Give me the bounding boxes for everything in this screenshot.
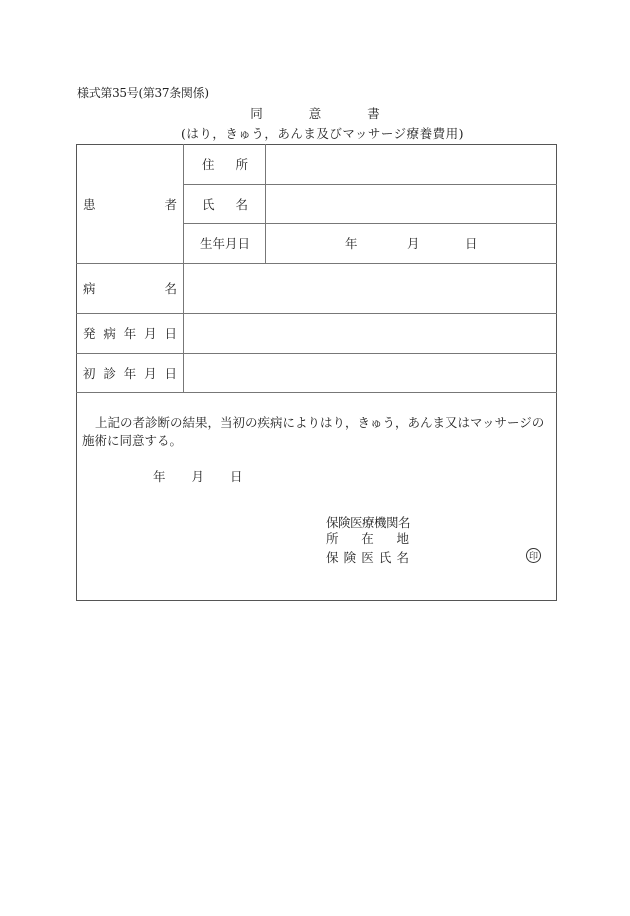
name-field[interactable] [267,185,555,222]
label-char: 在 [361,531,374,546]
year-unit: 年 [345,236,358,251]
label-char: 初 [83,365,96,381]
title-char: 書 [367,106,380,121]
first-visit-date-label [83,353,177,392]
label-char: 医 [361,550,374,565]
month-unit: 月 [407,236,420,251]
label-char: 名 [235,196,248,212]
consent-date[interactable] [153,467,243,485]
onset-date-label [83,313,177,353]
label-char: 所 [235,157,248,172]
label-char: 患 [83,196,96,212]
label-char: 発 [83,326,96,341]
seal-icon: 印 [526,548,541,563]
form-number: 様式第35号(第37条関係) [77,86,209,100]
document-subtitle: (はり，きゅう，あんま及びマッサージ療養費用) [181,126,465,141]
location-label [326,530,409,546]
label-char: 所 [326,531,339,546]
title-char: 意 [308,106,322,121]
label-char: 月 [144,365,157,381]
label-char: 年 [123,326,137,341]
institution-label: 保険医療機関名 [326,515,411,530]
label-char: 日 [164,365,177,381]
label-char: 年 [123,365,137,381]
address-field[interactable] [267,145,555,183]
label-char: 氏 [378,550,392,565]
divider [265,144,266,263]
address-label [202,144,248,184]
label-char: 住 [202,157,215,172]
label-char: 氏 [202,196,215,212]
birthdate-field[interactable] [267,224,555,262]
birthdate-label: 生年月日 [200,236,251,251]
day-unit: 日 [465,236,478,251]
label-char: 険 [343,550,357,565]
disease-name-field[interactable] [185,264,555,312]
first-visit-date-field[interactable] [185,354,555,391]
consent-statement: 上記の者診断の結果，当初の疾病によりはり，きゅう，あんま又はマッサージの施術に同意する。 [82,415,545,448]
label-char: 名 [396,550,409,565]
label-char: 保 [326,550,339,565]
label-char: 診 [103,365,116,381]
name-label [202,184,248,223]
document-title [0,104,630,122]
month-unit: 月 [191,469,205,484]
label-char: 病 [83,281,96,296]
title-char: 同 [250,106,263,121]
label-char: 名 [164,281,177,296]
label-char: 者 [164,196,177,212]
disease-name-label [83,263,177,313]
label-char: 病 [103,326,116,341]
day-unit: 日 [230,469,243,484]
year-unit: 年 [153,469,166,484]
divider [183,144,184,392]
label-char: 月 [144,326,157,341]
label-char: 日 [164,326,177,341]
onset-date-field[interactable] [185,314,555,352]
patient-label [83,144,177,263]
doctor-name-label [326,549,409,565]
divider [76,392,557,393]
label-char: 地 [396,531,409,546]
